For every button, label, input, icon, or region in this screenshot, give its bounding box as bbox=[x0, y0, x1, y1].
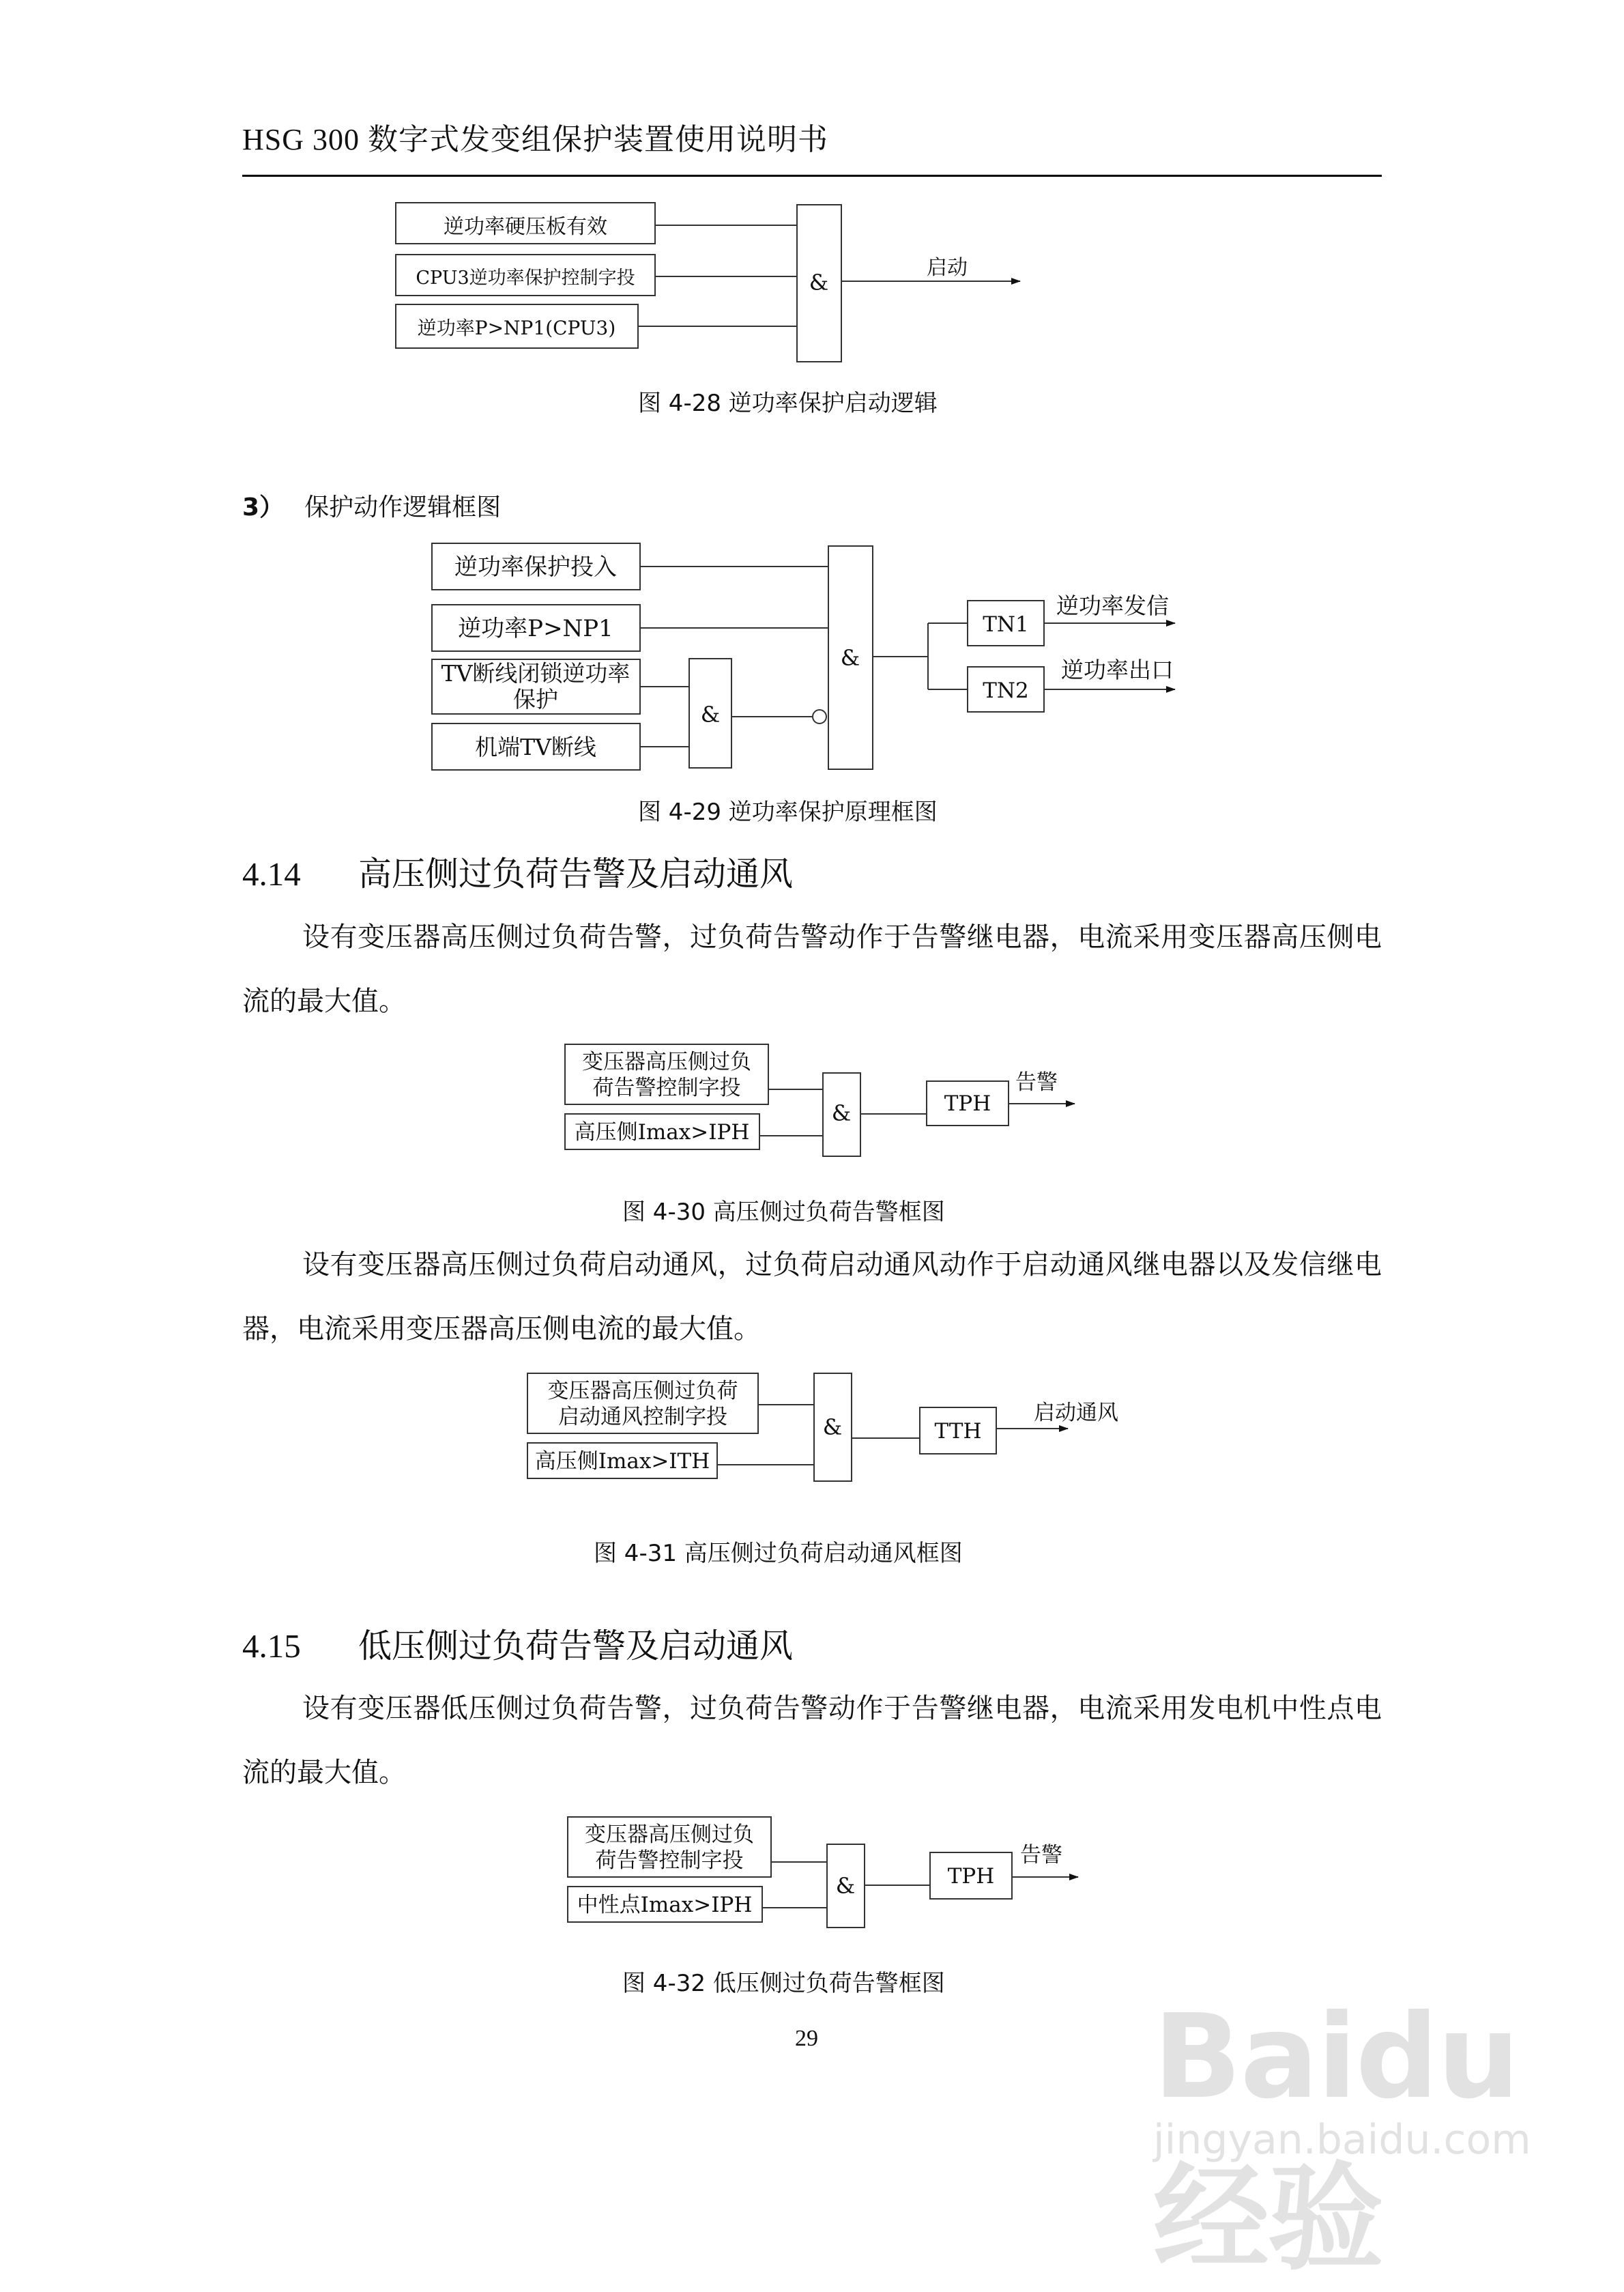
subsection-title: 保护动作逻辑框图 bbox=[304, 493, 502, 521]
fig30-output-label: 告警 bbox=[1015, 1070, 1058, 1095]
section-4-14-title: 高压侧过负荷告警及启动通风 bbox=[358, 855, 794, 893]
section-4-15-heading bbox=[242, 1620, 793, 1667]
subsection-number: 3） bbox=[242, 493, 285, 521]
fig32-output-label: 告警 bbox=[1020, 1843, 1062, 1867]
fig29-output-1-label: 逆功率发信 bbox=[1056, 592, 1169, 619]
fig30-timer-label: TPH bbox=[944, 1091, 991, 1116]
fig29-input-2-label: 逆功率P>NP1 bbox=[458, 615, 613, 642]
fig29-input-3-label-line2: 保护 bbox=[513, 686, 558, 713]
baidu-watermark-url: jingyan.baidu.com bbox=[1153, 2116, 1531, 2164]
section-4-14-number: 4.14 bbox=[242, 855, 301, 893]
fig29-input-1-label: 逆功率保护投入 bbox=[454, 554, 617, 581]
fig29-tn2-label: TN2 bbox=[983, 678, 1029, 703]
fig32-input-2-label: 中性点Imax>IPH bbox=[577, 1893, 753, 1917]
fig28-output-label: 启动 bbox=[927, 256, 968, 280]
fig30-input-1-label-line1: 变压器高压侧过负 bbox=[582, 1050, 751, 1074]
fig29-output-2-label: 逆功率出口 bbox=[1061, 657, 1174, 683]
fig30-input-1-label-line2: 荷告警控制字投 bbox=[592, 1076, 741, 1100]
fig32-gate-label: & bbox=[835, 1873, 856, 1899]
fig29-main-gate-label: & bbox=[840, 645, 860, 671]
section-4-14-paragraph-2: 设有变压器高压侧过负荷启动通风，过负荷启动通风动作于启动通风继电器以及发信继电器，电流采用变压器高压侧电流的最大值。 bbox=[242, 1249, 1382, 1345]
section-4-14-paragraph-1: 设有变压器高压侧过负荷告警，过负荷告警动作于告警继电器，电流采用变压器高压侧电流的最大值。 bbox=[242, 921, 1382, 1017]
fig31-gate-label: & bbox=[822, 1414, 843, 1440]
fig30-gate-label: & bbox=[831, 1100, 852, 1126]
baidu-watermark-logo: Baidu经验 bbox=[1153, 1990, 1519, 2287]
fig31-input-2-label: 高压侧Imax>ITH bbox=[534, 1449, 710, 1474]
document-header-title: HSG 300 数字式发变组保护装置使用说明书 bbox=[242, 123, 829, 156]
fig28-gate-label: & bbox=[809, 270, 829, 296]
fig32-timer-label: TPH bbox=[947, 1864, 995, 1889]
section-4-14-heading bbox=[242, 848, 793, 896]
fig31-timer-label: TTH bbox=[934, 1419, 982, 1444]
figure-4-31-caption: 图 4-31 高压侧过负荷启动通风框图 bbox=[594, 1540, 963, 1567]
page-number: 29 bbox=[795, 2026, 818, 2051]
fig28-input-3-label: 逆功率P>NP1(CPU3) bbox=[417, 317, 616, 339]
section-4-15-paragraph-1: 设有变压器低压侧过负荷告警，过负荷告警动作于告警继电器，电流采用发电机中性点电流的最大值。 bbox=[242, 1693, 1382, 1788]
section-4-15-title: 低压侧过负荷告警及启动通风 bbox=[358, 1627, 794, 1665]
fig28-input-1-label: 逆功率硬压板有效 bbox=[444, 215, 607, 239]
figure-4-29-caption: 图 4-29 逆功率保护原理框图 bbox=[638, 799, 938, 826]
figure-4-32-caption: 图 4-32 低压侧过负荷告警框图 bbox=[622, 1970, 945, 1997]
fig31-input-1-label-line2: 启动通风控制字投 bbox=[558, 1405, 727, 1429]
fig30-input-2-label: 高压侧Imax>IPH bbox=[574, 1120, 750, 1145]
figure-4-28-caption: 图 4-28 逆功率保护启动逻辑 bbox=[638, 390, 938, 417]
subsection-heading bbox=[242, 488, 501, 523]
fig29-tn1-label: TN1 bbox=[983, 612, 1029, 637]
fig31-input-1-label-line1: 变压器高压侧过负荷 bbox=[547, 1379, 738, 1403]
fig32-input-1-label-line2: 荷告警控制字投 bbox=[595, 1848, 744, 1873]
fig32-input-1-label-line1: 变压器高压侧过负 bbox=[585, 1822, 754, 1847]
fig29-inner-gate-label: & bbox=[700, 702, 721, 728]
fig28-input-2-label: CPU3逆功率保护控制字投 bbox=[416, 268, 635, 289]
fig31-output-label: 启动通风 bbox=[1034, 1401, 1118, 1425]
fig29-input-3-label-line1: TV断线闭锁逆功率 bbox=[441, 660, 630, 687]
fig29-inverter-bubble bbox=[813, 710, 826, 724]
section-4-15-number: 4.15 bbox=[242, 1627, 301, 1665]
figure-4-30-caption: 图 4-30 高压侧过负荷告警框图 bbox=[622, 1199, 945, 1226]
fig29-input-4-label: 机端TV断线 bbox=[475, 734, 596, 760]
